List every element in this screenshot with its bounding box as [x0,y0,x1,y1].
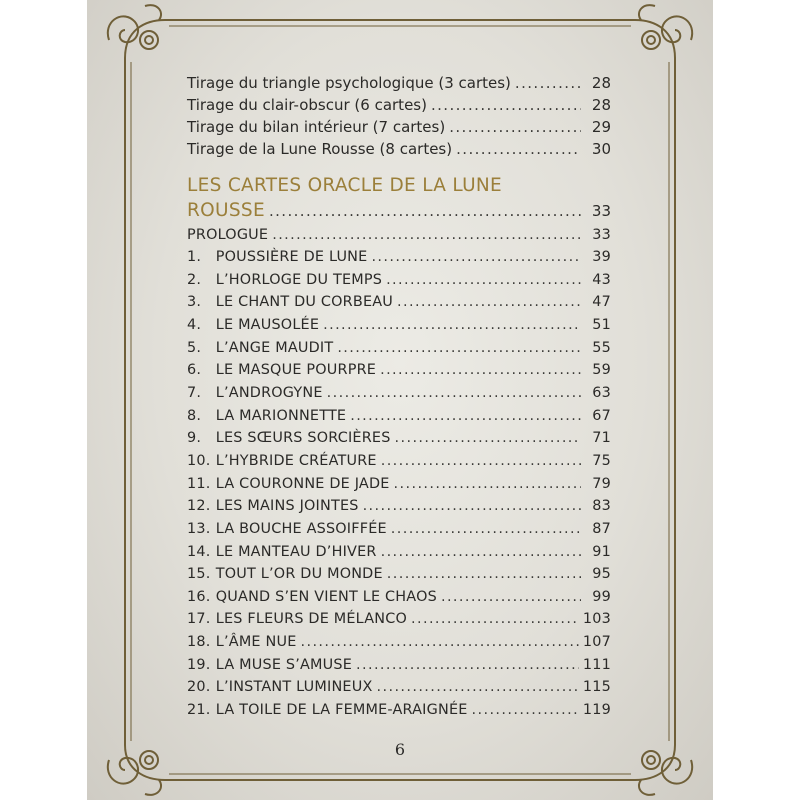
card-page: 63 [592,384,611,401]
toc-entry-prologue [187,224,611,246]
section-title-continued [187,200,611,222]
leader-dots [323,314,581,336]
toc-entry [187,72,611,94]
leader-dots [394,473,581,495]
toc-entry-title: Tirage de la Lune Rousse (8 cartes) [187,140,453,158]
leader-dots [301,631,579,653]
card-page: 71 [592,430,611,447]
card-title: LES FLEURS DE MÉLANCO [215,611,408,628]
card-page: 47 [592,294,611,311]
card-title: L’HORLOGE DU TEMPS [215,271,383,288]
card-title: QUAND S’EN VIENT LE CHAOS [215,588,437,605]
toc-entry-page: 30 [591,140,611,158]
card-page: 75 [592,452,611,469]
card-page: 55 [592,339,611,356]
toc-card-entry [187,631,611,653]
card-number: 6. [187,362,202,379]
toc-entry-title: PROLOGUE [187,227,269,243]
card-page: 79 [592,475,611,492]
card-page: 87 [592,520,611,537]
leader-dots [387,563,581,585]
leader-dots [381,450,581,472]
card-title: LE MAUSOLÉE [215,316,320,333]
toc-card-entry [187,405,611,427]
leader-dots [456,138,581,160]
toc-card-entry [187,586,611,608]
card-title: LA MUSE S’AMUSE [215,656,353,673]
leader-dots [272,224,581,246]
toc-card-entry [187,246,611,268]
card-number: 1. [187,249,202,265]
leader-dots [381,541,581,563]
card-number: 19. [187,656,211,673]
toc-entry [187,138,611,160]
card-title: LES MAINS JOINTES [215,498,359,515]
book-page [87,0,713,800]
card-number: 20. [187,679,211,696]
section-title: LES CARTES ORACLE DE LA LUNE [187,175,503,196]
card-title: LA MARIONNETTE [215,407,347,424]
toc-card-entry [187,563,611,585]
card-title: LE CHANT DU CORBEAU [215,294,394,311]
toc-card-entry [187,518,611,540]
card-number: 5. [187,339,202,356]
toc-card-entry [187,269,611,291]
toc-entry-page: 33 [592,227,611,243]
card-number: 7. [187,384,202,401]
card-number: 12. [187,498,211,515]
leader-dots [337,337,581,359]
leader-dots [327,382,581,404]
corner-ornament-top-left [108,5,165,58]
card-title: L’HYBRIDE CRÉATURE [215,452,377,469]
toc-card-entry [187,382,611,404]
card-title: LA COURONNE DE JADE [215,475,390,492]
card-page: 119 [582,702,611,718]
toc-card-entry [187,654,611,676]
toc-card-entry [187,427,611,449]
toc-entry-title: Tirage du triangle psychologique (3 cartes) [187,74,511,92]
card-title: TOUT L’OR DU MONDE [215,566,383,583]
card-title: LA TOILE DE LA FEMME-ARAIGNÉE [215,702,468,718]
toc-card-entry [187,314,611,336]
card-title: L’ANGE MAUDIT [215,339,334,356]
card-page: 111 [582,656,611,673]
leader-dots [377,676,579,698]
card-number: 2. [187,271,202,288]
card-page: 51 [592,316,611,333]
toc-entry-page: 28 [591,74,611,92]
card-page: 91 [592,543,611,560]
leader-dots [363,495,581,517]
leader-dots [411,608,579,630]
card-page: 115 [582,679,611,696]
card-page: 83 [592,498,611,515]
toc-card-entry [187,676,611,698]
toc-card-entry [187,291,611,313]
toc-entry [187,116,611,138]
card-page: 99 [592,588,611,605]
toc-entry-page: 28 [591,96,611,114]
leader-dots [431,94,581,116]
card-number: 14. [187,543,211,560]
section-page: 33 [591,202,611,220]
card-number: 16. [187,588,211,605]
card-title: LES SŒURS SORCIÈRES [215,430,391,447]
card-page: 107 [582,634,611,650]
leader-dots [371,246,581,268]
toc-card-entry [187,699,611,721]
leader-dots [472,699,579,721]
toc-entry-title: Tirage du bilan intérieur (7 cartes) [187,118,446,136]
card-page: 67 [592,407,611,424]
card-number: 3. [187,294,202,311]
card-title: LE MANTEAU D’HIVER [215,543,377,560]
leader-dots [391,518,581,540]
card-number: 15. [187,566,211,583]
section-title-line2: ROUSSE [187,200,265,221]
card-number: 21. [187,702,211,718]
card-title: L’ANDROGYNE [215,384,323,401]
toc-card-entry [187,541,611,563]
card-page: 103 [582,611,611,628]
leader-dots [356,654,579,676]
corner-ornament-top-right [635,5,692,58]
card-number: 11. [187,475,211,492]
card-number: 13. [187,520,211,537]
card-title: POUSSIÈRE DE LUNE [215,249,368,265]
card-title: LE MASQUE POURPRE [215,362,377,379]
card-page: 59 [592,362,611,379]
card-number: 9. [187,430,202,447]
toc-entry [187,94,611,116]
card-number: 18. [187,634,211,650]
toc-card-entry [187,473,611,495]
toc-card-entry [187,337,611,359]
card-number: 17. [187,611,211,628]
card-number: 4. [187,316,202,333]
leader-dots [515,72,581,94]
toc-entry-title: Tirage du clair-obscur (6 cartes) [187,96,427,114]
leader-dots [395,427,581,449]
toc-card-entry [187,359,611,381]
leader-dots [449,116,581,138]
card-title: L’INSTANT LUMINEUX [215,679,373,696]
leader-dots [386,269,581,291]
card-title: LA BOUCHE ASSOIFFÉE [215,520,387,537]
leader-dots [397,291,581,313]
page-number: 6 [394,740,406,759]
leader-dots [441,586,581,608]
toc-card-entry [187,450,611,472]
leader-dots [380,359,581,381]
card-page: 43 [592,271,611,288]
toc-entry-page: 29 [591,118,611,136]
toc-card-entry [187,495,611,517]
card-number: 10. [187,452,211,469]
card-page: 95 [592,566,611,583]
card-number: 8. [187,407,202,424]
toc-card-entry [187,608,611,630]
leader-dots [269,200,581,222]
card-page: 39 [592,249,611,265]
leader-dots [350,405,581,427]
card-title: L’ÂME NUE [215,634,297,650]
